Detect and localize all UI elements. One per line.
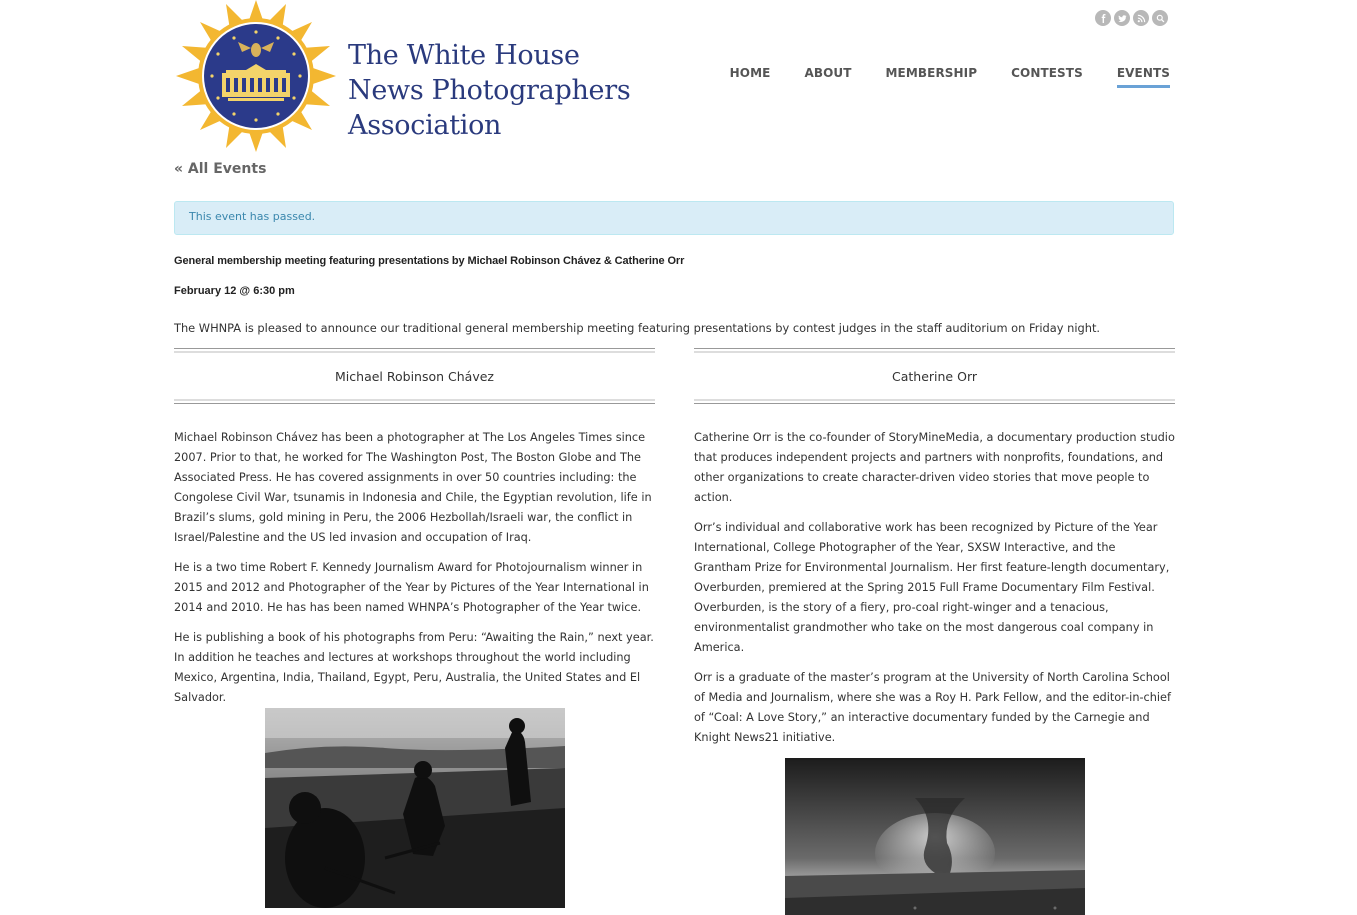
presenter-bio — [174, 428, 655, 908]
bio-paragraph: Orr is a graduate of the master’s program at the University of North Carolina School of Media and Journalism, where she was a Roy H. Park Fellow, and the editor-in-chief of “Coal: A Love Story,” an interactive documentary funded by the Carnegie and Knight News21 initiative. — [694, 671, 1171, 744]
presenter-column-chavez — [174, 348, 655, 908]
twitter-icon[interactable] — [1114, 10, 1130, 26]
event-date: February 12 @ 6:30 pm — [174, 285, 295, 297]
presenter-name: Michael Robinson Chávez — [335, 369, 494, 384]
bio-paragraph: He is a two time Robert F. Kennedy Journalism Award for Photojournalism winner in 2015 and 2012 and Photographer of the Year by Pictures of the Year International in 2014 and 2010. He has has been named WHNPA’s Photographer of the Year twice. — [174, 561, 649, 614]
event-passed-notice: This event has passed. — [174, 201, 1174, 235]
nav-events[interactable]: EVENTS — [1117, 66, 1170, 88]
search-icon[interactable] — [1152, 10, 1168, 26]
site-title-line-2: News Photographers — [348, 75, 631, 106]
site-title-line-1: The White House — [348, 40, 580, 71]
main-nav — [729, 66, 1170, 88]
presenter-header — [174, 348, 655, 406]
event-title: General membership meeting featuring presentations by Michael Robinson Chávez & Catherine Orr — [174, 255, 685, 267]
rss-icon[interactable] — [1133, 10, 1149, 26]
presenter-name: Catherine Orr — [892, 369, 977, 384]
nav-about[interactable]: ABOUT — [804, 66, 852, 80]
whnpa-logo-badge[interactable] — [176, 0, 336, 152]
orr-photo[interactable] — [785, 758, 1085, 915]
bio-paragraph: He is publishing a book of his photographs from Peru: “Awaiting the Rain,” next year. In addition he teaches and lectures at workshops throughout the world including Mexico, Argentina, India, Thailand, Egypt, Peru, Australia, the United States and El Salvador. — [174, 631, 654, 704]
site-title[interactable] — [348, 38, 630, 143]
nav-membership[interactable]: MEMBERSHIP — [885, 66, 978, 80]
bio-paragraph: Catherine Orr is the co-founder of StoryMineMedia, a documentary production studio that produces independent projects and partners with nonprofits, foundations, and other organizations to create character-driven video stories that move people to action. — [694, 431, 1175, 504]
event-intro: The WHNPA is pleased to announce our traditional general membership meeting featuring presentations by contest judges in the staff auditorium on Friday night. — [174, 321, 1101, 335]
bio-paragraph: Michael Robinson Chávez has been a photographer at The Los Angeles Times since 2007. Prior to that, he worked for The Washington Post, The Boston Globe and The Associated Press. He has covered assignments in over 50 countries including: the Congolese Civil War, tsunamis in Indonesia and Chile, the Egyptian revolution, life in Brazil’s slums, gold mining in Peru, the 2006 Hezbollah/Israeli war, the conflict in Israel/Palestine and the US led invasion and occupation of Iraq. — [174, 431, 652, 544]
site-title-line-3: Association — [348, 110, 502, 141]
nav-contests[interactable]: CONTESTS — [1011, 66, 1083, 80]
bio-paragraph: Orr’s individual and collaborative work has been recognized by Picture of the Year International, College Photographer of the Year, SXSW Interactive, and the Grantham Prize for Environmental Journalism. Her first feature-length documentary, Overburden, premiered at the Spring 2015 Full Frame Documentary Film Festival. Overburden, is the story of a fiery, pro-coal right-winger and a tenacious, environmentalist grandmother who take on the most dangerous coal company in America. — [694, 521, 1170, 654]
presenter-bio — [694, 428, 1175, 915]
presenter-column-orr — [694, 348, 1175, 915]
presenter-header — [694, 348, 1175, 406]
all-events-link[interactable]: « All Events — [174, 161, 267, 177]
facebook-icon[interactable] — [1095, 10, 1111, 26]
social-icons — [1095, 10, 1168, 26]
nav-home[interactable]: HOME — [729, 66, 771, 80]
chavez-photo[interactable] — [265, 708, 565, 908]
